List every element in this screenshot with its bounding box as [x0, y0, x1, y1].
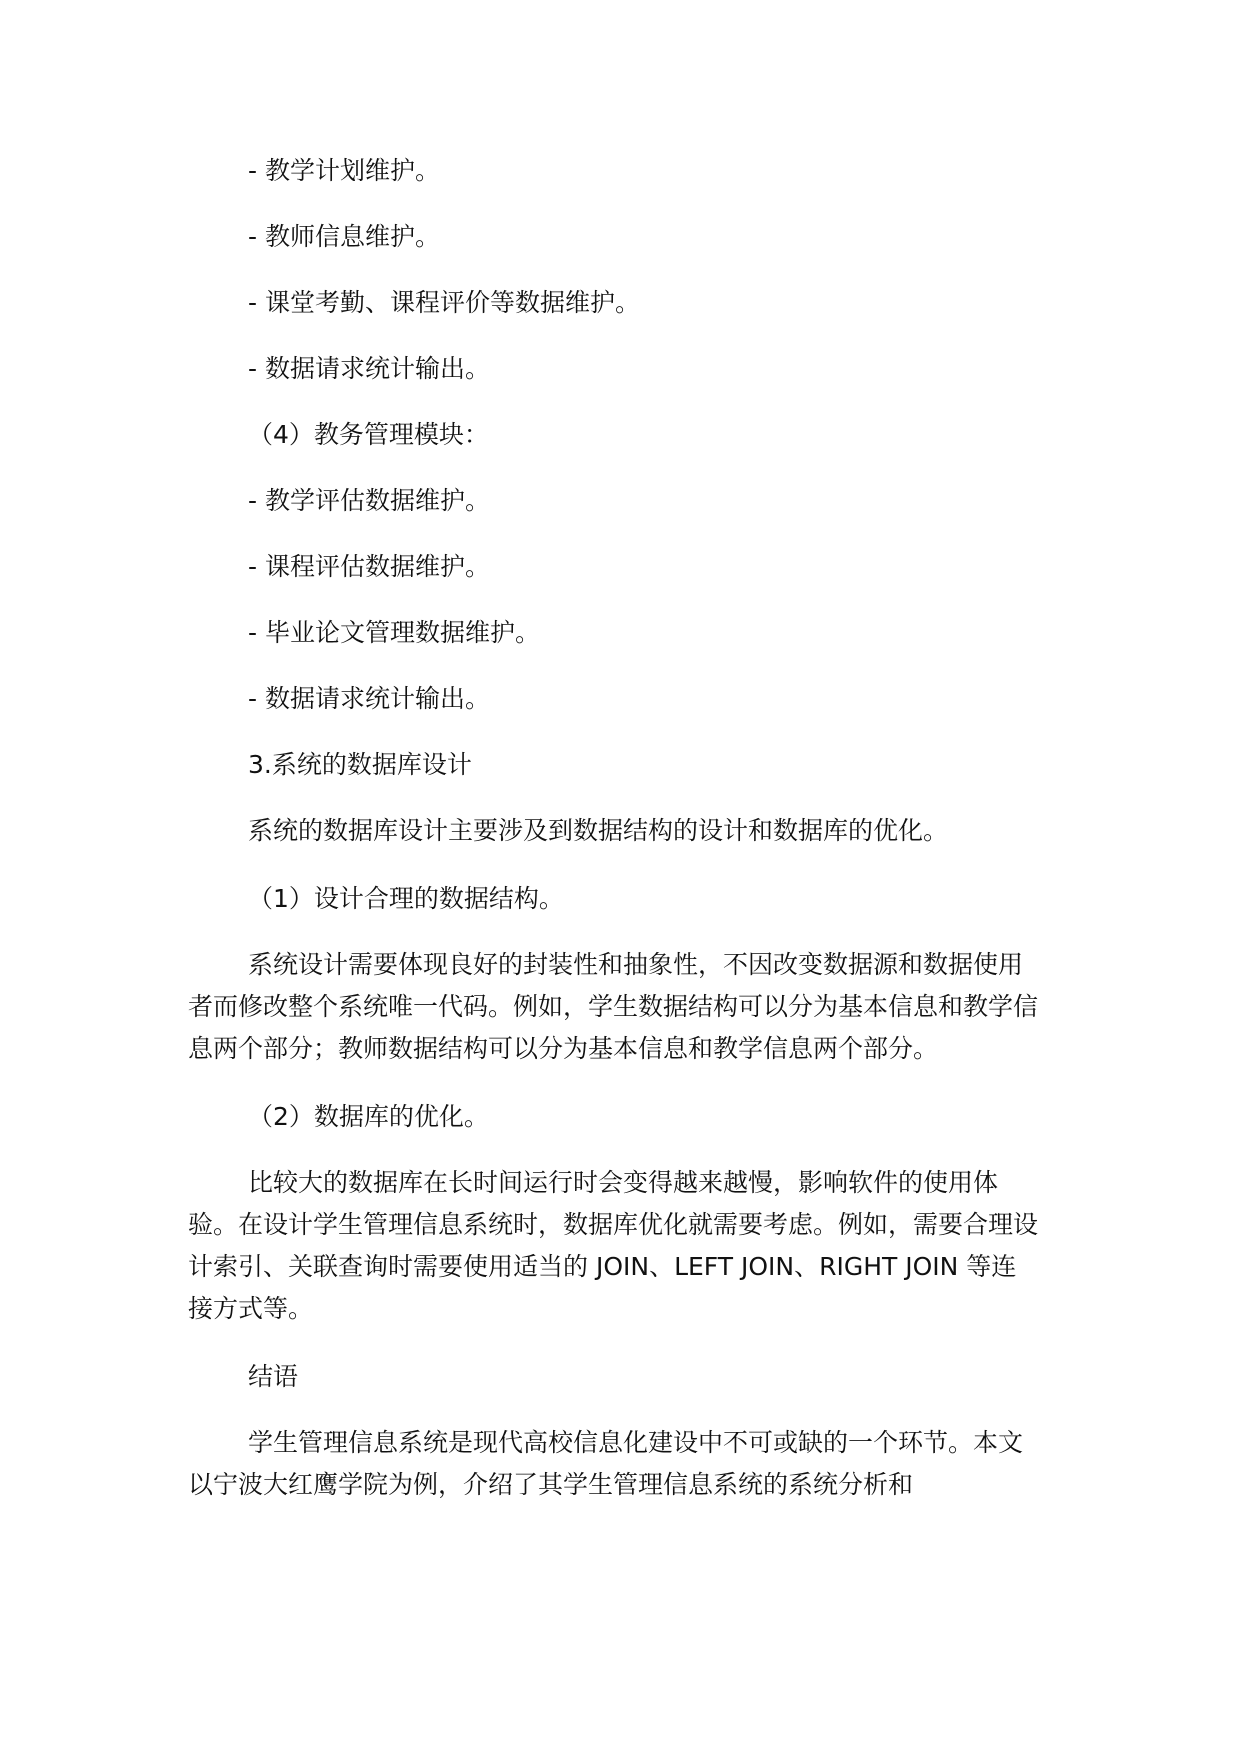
section-heading-database-design: 3.系统的数据库设计	[248, 750, 472, 779]
section-heading-conclusion: 结语	[248, 1362, 299, 1391]
list-item-teacher-info: - 教师信息维护。	[248, 222, 440, 251]
list-item-course-assessment: - 课程评估数据维护。	[248, 552, 490, 581]
paragraph-database-design-intro: 系统的数据库设计主要涉及到数据结构的设计和数据库的优化。	[248, 816, 949, 845]
subheading-data-structure: （1）设计合理的数据结构。	[248, 884, 564, 913]
document-body	[188, 150, 1038, 1506]
list-item-teaching-assessment: - 教学评估数据维护。	[248, 486, 490, 515]
list-item-statistics-output-2: - 数据请求统计输出。	[248, 684, 490, 713]
list-item-thesis-management: - 毕业论文管理数据维护。	[248, 618, 540, 647]
paragraph-data-structure: 系统设计需要体现良好的封装性和抽象性，不因改变数据源和数据使用者而修改整个系统唯一代码。例如，学生数据结构可以分为基本信息和教学信息两个部分；教师数据结构可以分为基本信息和教学信息两个部分。	[188, 950, 1039, 1063]
list-item-teaching-plan: - 教学计划维护。	[248, 156, 440, 185]
subheading-database-optimization: （2）数据库的优化。	[248, 1102, 489, 1131]
section-heading-academic-module: （4）教务管理模块：	[248, 420, 489, 449]
paragraph-conclusion: 学生管理信息系统是现代高校信息化建设中不可或缺的一个环节。本文以宁波大红鹰学院为例，介绍了其学生管理信息系统的系统分析和	[188, 1428, 1024, 1499]
list-item-attendance-evaluation: - 课堂考勤、课程评价等数据维护。	[248, 288, 640, 317]
list-item-statistics-output: - 数据请求统计输出。	[248, 354, 490, 383]
paragraph-database-optimization: 比较大的数据库在长时间运行时会变得越来越慢，影响软件的使用体验。在设计学生管理信息系统时，数据库优化就需要考虑。例如，需要合理设计索引、关联查询时需要使用适当的 JOIN、LEFT JOIN、RIGHT JOIN 等连接方式等。	[188, 1168, 1039, 1323]
